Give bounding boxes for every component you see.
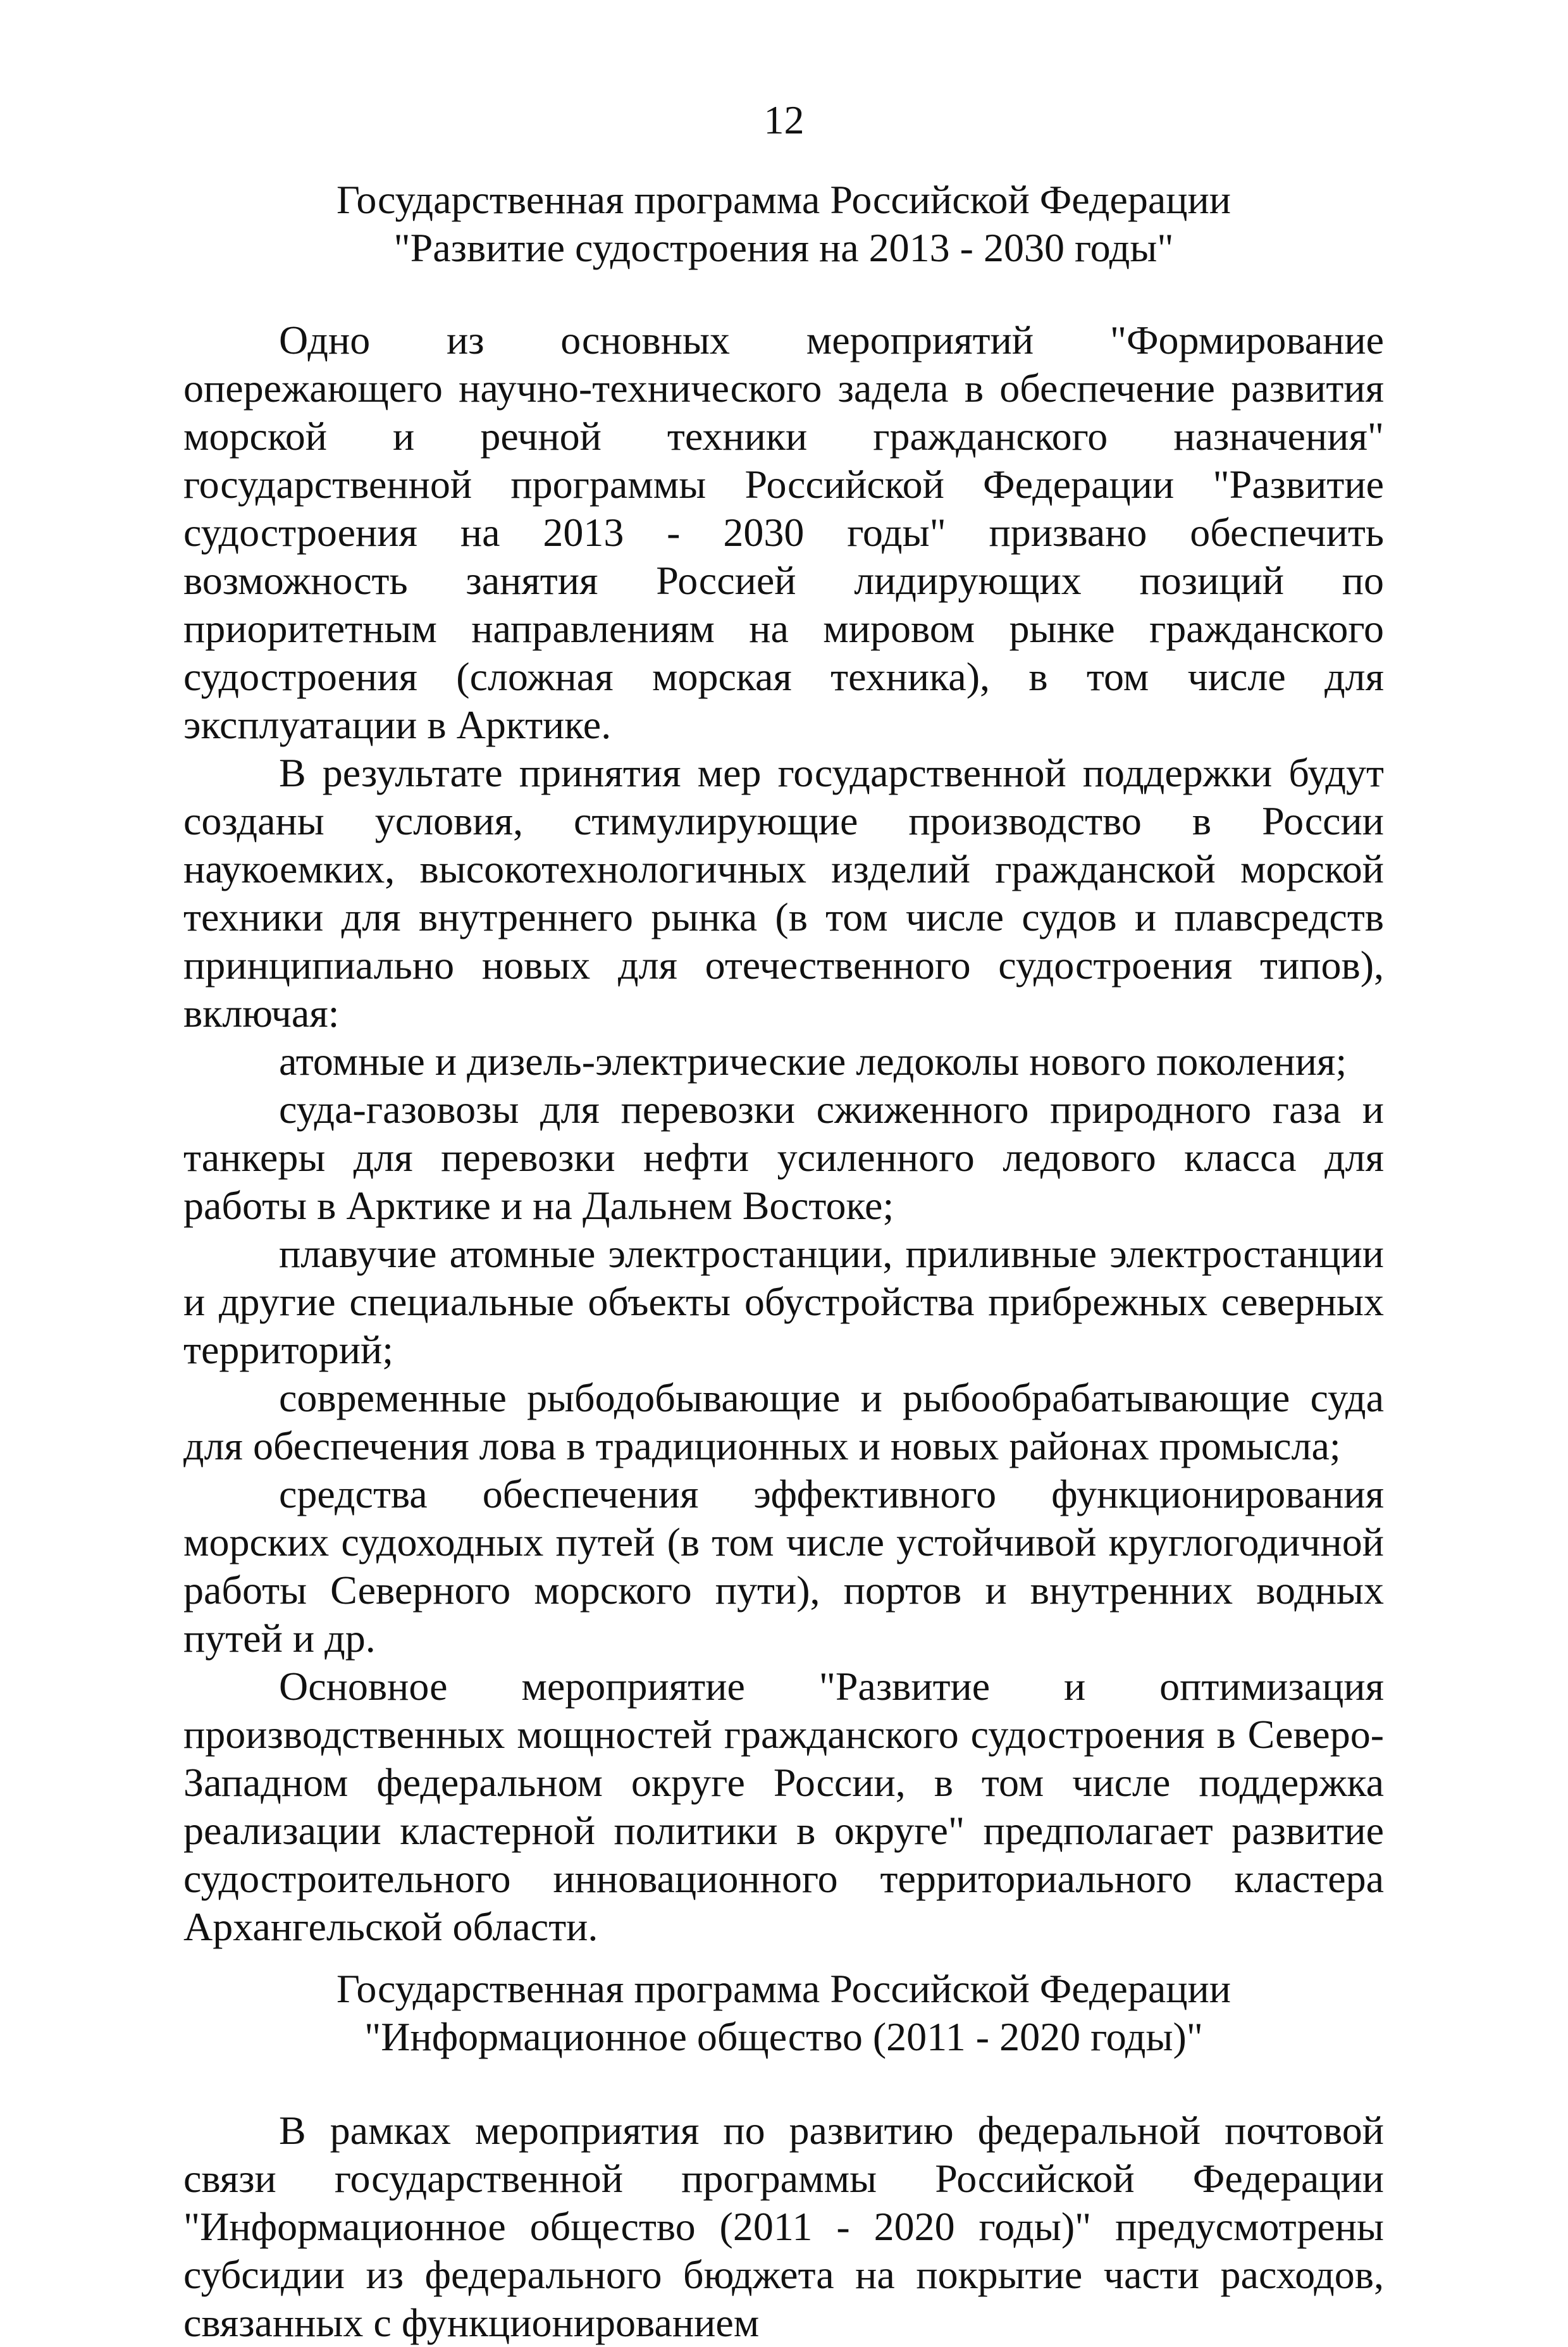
list-item: современные рыбодобывающие и рыбообрабатывающие суда для обеспечения лова в традиционных и новых районах промысла; bbox=[183, 1375, 1384, 1468]
list-item: атомные и дизель-электрические ледоколы нового поколения; bbox=[279, 1039, 1347, 1084]
heading-line: "Развитие судостроения на 2013 - 2030 годы" bbox=[393, 225, 1174, 270]
paragraph: В результате принятия мер государственной поддержки будут созданы условия, стимулирующие производство в России наукоемких, высокотехнологичных изделий гражданской морской техники для внутреннего рынка (в том числе судов и плавсредств принципиально новых для отечественного судостроения типов), включая: bbox=[183, 750, 1384, 1036]
list-item: плавучие атомные электростанции, приливные электростанции и другие специальные объекты обустройства прибрежных северных территорий; bbox=[183, 1231, 1384, 1372]
paragraph: Одно из основных мероприятий "Формирование опережающего научно-технического задела в обеспечение развития морской и речной техники гражданского назначения" государственной программы Российской Федерации "Развитие судостроения на 2013 - 2030 годы" призвано обеспечить возможность занятия Россией лидирующих позиций по приоритетным направлениям на мировом рынке гражданского судостроения (сложная морская техника), в том числе для эксплуатации в Арктике. bbox=[183, 318, 1384, 747]
paragraph: Основное мероприятие "Развитие и оптимизация производственных мощностей гражданского судостроения в Северо-Западном федеральном округе России, в том числе поддержка реализации кластерной политики в округе" предполагает развитие судостроительного инновационного территориального кластера Архангельской области. bbox=[183, 1664, 1384, 1949]
heading-line: Государственная программа Российской Федерации bbox=[336, 177, 1231, 222]
paragraph: В рамках мероприятия по развитию федеральной почтовой связи государственной программы Российской Федерации "Информационное общество (2011 - 2020 годы)" предусмотрены субсидии из федерального бюджета на покрытие части расходов, связанных с функционированием bbox=[183, 2108, 1384, 2345]
page-number: 12 bbox=[763, 97, 805, 142]
section-heading-shipbuilding bbox=[183, 176, 1384, 272]
list-item: суда-газовозы для перевозки сжиженного природного газа и танкеры для перевозки нефти усиленного ледового класса для работы в Арктике и на Дальнем Востоке; bbox=[183, 1087, 1384, 1228]
document-body bbox=[183, 176, 1384, 2347]
heading-line: Государственная программа Российской Федерации bbox=[336, 1966, 1231, 2011]
list-item: средства обеспечения эффективного функционирования морских судоходных путей (в том числе устойчивой круглогодичной работы Северного морского пути), портов и внутренних водных путей и др. bbox=[183, 1471, 1384, 1661]
section-heading-information-society bbox=[183, 1965, 1384, 2061]
heading-line: "Информационное общество (2011 - 2020 годы)" bbox=[364, 2014, 1203, 2059]
